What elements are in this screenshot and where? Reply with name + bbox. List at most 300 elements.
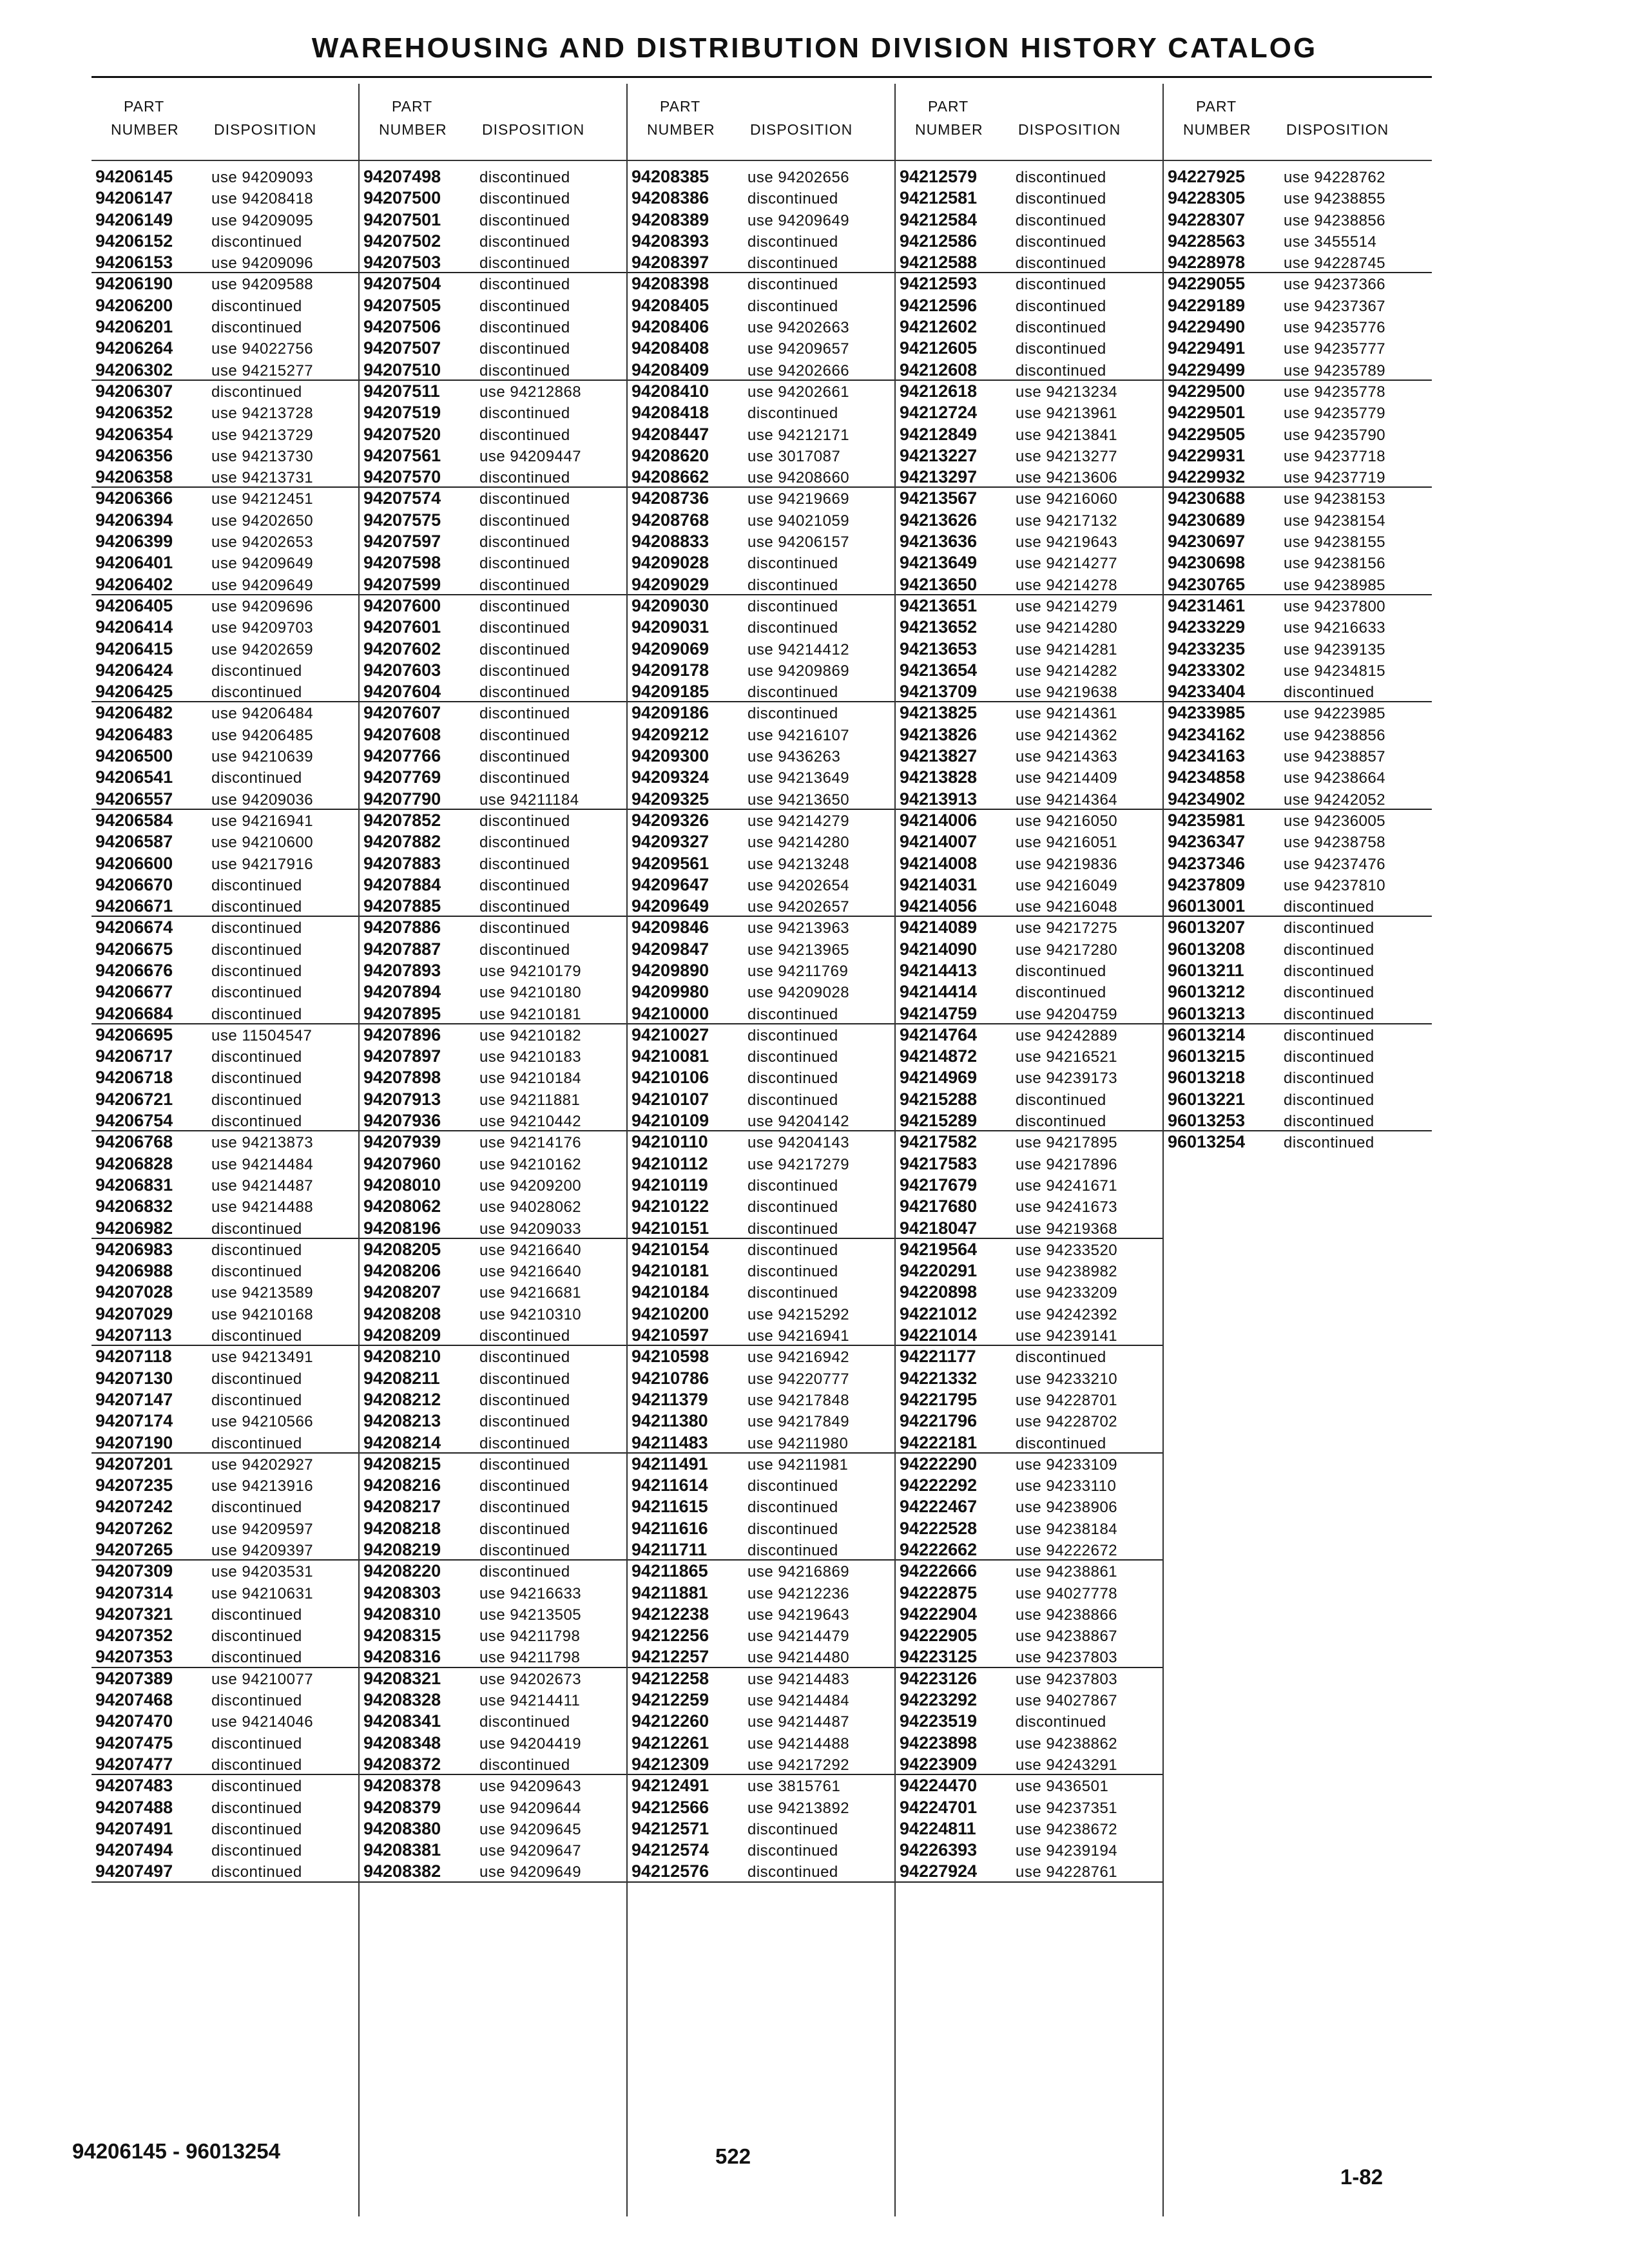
disposition: discontinued (747, 1026, 838, 1044)
disposition: discontinued (211, 1005, 302, 1023)
disposition: use 94238672 (1016, 1820, 1118, 1838)
header-disposition: DISPOSITION (214, 121, 317, 138)
catalog-row (92, 681, 358, 702)
catalog-row (628, 381, 894, 402)
part-number: 94210106 (631, 1068, 709, 1088)
header-part: PART (660, 98, 701, 115)
disposition: discontinued (479, 812, 570, 830)
part-number: 94208662 (631, 467, 709, 487)
part-number: 94237346 (1168, 853, 1246, 873)
disposition: discontinued (747, 555, 838, 573)
part-number: 94230688 (1168, 488, 1246, 508)
catalog-row (360, 1131, 626, 1153)
catalog-row (896, 595, 1162, 617)
part-number: 94208379 (363, 1797, 441, 1817)
part-number: 94213828 (900, 767, 978, 787)
part-number: 94207491 (95, 1818, 173, 1838)
disposition: use 94216640 (479, 1241, 582, 1259)
catalog-row (1164, 853, 1432, 874)
disposition: use 94216048 (1016, 898, 1118, 916)
disposition: use 94219643 (747, 1606, 850, 1624)
catalog-row (92, 360, 358, 381)
part-number: 94209212 (631, 724, 709, 744)
part-number: 94207470 (95, 1711, 173, 1731)
disposition: use 94209036 (211, 791, 314, 809)
disposition: use 94216869 (747, 1563, 850, 1581)
catalog-row (896, 552, 1162, 573)
part-number: 94207519 (363, 403, 441, 423)
disposition: discontinued (747, 1863, 838, 1881)
disposition: discontinued (211, 1606, 302, 1624)
part-number: 94223909 (900, 1754, 978, 1774)
part-number: 94208447 (631, 424, 709, 444)
disposition: use 94212171 (747, 426, 850, 444)
part-number: 94207321 (95, 1604, 173, 1624)
disposition: discontinued (1016, 169, 1106, 186)
disposition: use 94234815 (1284, 662, 1386, 680)
catalog-row (896, 1239, 1162, 1260)
catalog-row (896, 960, 1162, 981)
part-number: 94206717 (95, 1046, 173, 1066)
disposition: discontinued (479, 597, 570, 615)
part-number: 94213626 (900, 510, 978, 530)
catalog-row (360, 252, 626, 273)
part-number: 94209185 (631, 682, 709, 702)
disposition: discontinued (211, 876, 302, 894)
disposition: use 94238985 (1284, 576, 1386, 594)
part-number: 94212584 (900, 209, 978, 229)
disposition: use 94237476 (1284, 855, 1386, 873)
part-number: 94206414 (95, 617, 173, 637)
column-header (360, 84, 626, 161)
disposition: discontinued (479, 490, 570, 508)
catalog-row (896, 1475, 1162, 1496)
disposition: use 94021059 (747, 512, 850, 530)
disposition: use 94203531 (211, 1563, 314, 1581)
catalog-row (92, 187, 358, 209)
part-number: 94229505 (1168, 424, 1246, 444)
part-number: 94207309 (95, 1561, 173, 1581)
part-number: 96013001 (1168, 896, 1246, 916)
part-number: 94206671 (95, 896, 173, 916)
disposition: discontinued (747, 1842, 838, 1860)
disposition: use 94219836 (1016, 855, 1118, 873)
part-number: 94207029 (95, 1303, 173, 1323)
catalog-row (360, 1282, 626, 1303)
header-part: PART (392, 98, 433, 115)
part-number: 94233404 (1168, 682, 1246, 702)
disposition: use 94211798 (479, 1649, 581, 1667)
part-number: 94210154 (631, 1239, 709, 1259)
catalog-row (896, 316, 1162, 338)
part-number: 94207570 (363, 467, 441, 487)
footer-range: 94206145 - 96013254 (72, 2139, 280, 2163)
disposition: use 94214281 (1016, 640, 1118, 658)
disposition: use 94233110 (1016, 1477, 1117, 1495)
part-number: 94213652 (900, 617, 978, 637)
disposition: use 94214484 (747, 1692, 850, 1710)
disposition: discontinued (1284, 684, 1374, 702)
catalog-row (92, 810, 358, 831)
catalog-row (896, 1754, 1162, 1775)
catalog-row (92, 1325, 358, 1346)
catalog-row (1164, 745, 1432, 767)
catalog-row (628, 1496, 894, 1517)
part-number: 94206721 (95, 1089, 173, 1109)
catalog-row (360, 1303, 626, 1325)
catalog-row (896, 252, 1162, 273)
disposition: discontinued (479, 726, 570, 744)
catalog-row (896, 831, 1162, 852)
disposition: use 94217895 (1016, 1134, 1118, 1152)
catalog-row (628, 1625, 894, 1646)
disposition: discontinued (1016, 1434, 1106, 1452)
catalog-row (628, 1689, 894, 1711)
disposition: use 94211798 (479, 1628, 581, 1646)
catalog-row (896, 295, 1162, 316)
disposition: discontinued (1016, 962, 1106, 980)
catalog-row (92, 960, 358, 981)
disposition: use 94213606 (1016, 469, 1118, 487)
catalog-row (896, 1840, 1162, 1861)
part-number: 94213651 (900, 595, 978, 615)
part-number: 94206988 (95, 1261, 173, 1281)
part-number: 94210109 (631, 1111, 709, 1131)
catalog-row (360, 166, 626, 187)
part-number: 94207598 (363, 553, 441, 573)
catalog-row (628, 1432, 894, 1454)
part-number: 94210081 (631, 1046, 709, 1066)
catalog-row (896, 510, 1162, 531)
catalog-row (1164, 639, 1432, 660)
part-number: 94212257 (631, 1647, 709, 1667)
disposition: discontinued (747, 297, 838, 315)
part-number: 94208209 (363, 1325, 441, 1345)
disposition: discontinued (747, 1048, 838, 1066)
disposition: use 94214480 (747, 1649, 850, 1667)
catalog-row (1164, 981, 1432, 1003)
part-number: 94207201 (95, 1454, 173, 1474)
part-number: 94223519 (900, 1711, 978, 1731)
part-number: 94213913 (900, 789, 978, 809)
disposition: use 94212451 (211, 490, 314, 508)
catalog-row (1164, 1024, 1432, 1046)
disposition: discontinued (747, 1070, 838, 1088)
disposition: discontinued (211, 1735, 302, 1753)
disposition: use 94235777 (1284, 340, 1386, 358)
disposition: use 94235790 (1284, 426, 1386, 444)
part-number: 94208217 (363, 1497, 441, 1517)
part-number: 94208381 (363, 1840, 441, 1860)
disposition: discontinued (211, 1820, 302, 1838)
catalog-row (628, 1303, 894, 1325)
catalog-row (1164, 381, 1432, 402)
disposition: use 94210168 (211, 1305, 314, 1323)
disposition: use 94210077 (211, 1670, 314, 1688)
catalog-row (896, 1668, 1162, 1689)
disposition: discontinued (1016, 340, 1106, 358)
part-number: 94206424 (95, 660, 173, 680)
catalog-row (628, 1646, 894, 1667)
disposition: use 94239194 (1016, 1842, 1118, 1860)
part-number: 96013207 (1168, 918, 1246, 937)
catalog-row (360, 316, 626, 338)
catalog-row (92, 1539, 358, 1561)
catalog-row (360, 295, 626, 316)
catalog-row (92, 1153, 358, 1175)
disposition: discontinued (1284, 1026, 1374, 1044)
catalog-row (896, 681, 1162, 702)
part-number: 94207468 (95, 1690, 173, 1710)
disposition: use 94209028 (747, 984, 850, 1002)
disposition: use 94213841 (1016, 426, 1118, 444)
part-number: 94214872 (900, 1046, 978, 1066)
disposition: discontinued (211, 1220, 302, 1238)
part-number: 94235981 (1168, 810, 1246, 830)
disposition: use 94238184 (1016, 1520, 1118, 1538)
catalog-row (360, 552, 626, 573)
catalog-row (1164, 810, 1432, 831)
disposition: discontinued (747, 1499, 838, 1517)
disposition: use 94209649 (211, 555, 314, 573)
disposition: use 94214483 (747, 1670, 850, 1688)
disposition: use 94241671 (1016, 1177, 1118, 1195)
disposition: use 94208660 (747, 469, 850, 487)
catalog-row (1164, 338, 1432, 359)
part-number: 94209890 (631, 960, 709, 980)
catalog-row (92, 1089, 358, 1110)
catalog-row (1164, 1131, 1432, 1153)
disposition: discontinued (479, 619, 570, 637)
catalog-row (92, 1475, 358, 1496)
disposition: use 94238856 (1284, 726, 1386, 744)
part-number: 94206190 (95, 274, 173, 294)
part-number: 94210122 (631, 1196, 709, 1216)
part-number: 94214006 (900, 810, 978, 830)
part-number: 94237809 (1168, 874, 1246, 894)
catalog-row (92, 316, 358, 338)
disposition: use 94210631 (211, 1584, 314, 1602)
part-number: 94222290 (900, 1454, 978, 1474)
disposition: use 94213916 (211, 1477, 314, 1495)
catalog-row (896, 1861, 1162, 1882)
catalog-row (360, 1754, 626, 1775)
part-number: 94207895 (363, 1003, 441, 1023)
disposition: use 94239135 (1284, 640, 1386, 658)
disposition: discontinued (747, 1220, 838, 1238)
catalog-row (92, 595, 358, 617)
catalog-row (92, 166, 358, 187)
part-number: 94214031 (900, 874, 978, 894)
part-number: 94208208 (363, 1303, 441, 1323)
part-number: 94208833 (631, 532, 709, 552)
disposition: use 94236005 (1284, 812, 1386, 830)
catalog-row (628, 1067, 894, 1088)
part-number: 94208341 (363, 1711, 441, 1731)
part-number: 94208620 (631, 445, 709, 465)
part-number: 94210112 (631, 1153, 708, 1173)
disposition: discontinued (479, 1477, 570, 1495)
disposition: discontinued (479, 555, 570, 573)
disposition: use 94209649 (747, 211, 850, 229)
part-number: 94208382 (363, 1861, 441, 1881)
disposition: use 94027867 (1016, 1692, 1118, 1710)
catalog-row (628, 488, 894, 509)
part-number: 94229500 (1168, 381, 1246, 401)
part-number: 94207886 (363, 918, 441, 937)
disposition: use 94214487 (747, 1713, 850, 1731)
disposition: discontinued (211, 984, 302, 1002)
catalog-row (628, 338, 894, 359)
part-number: 94207599 (363, 574, 441, 594)
disposition: use 94202663 (747, 319, 850, 337)
catalog-row (628, 316, 894, 338)
disposition: use 94239173 (1016, 1070, 1118, 1088)
disposition: use 94217292 (747, 1756, 850, 1774)
part-number: 94218047 (900, 1218, 978, 1238)
disposition: use 94238855 (1284, 190, 1386, 208)
disposition: discontinued (211, 1628, 302, 1646)
column-header (1164, 84, 1432, 161)
part-number: 94206352 (95, 403, 173, 423)
part-number: 94220291 (900, 1261, 978, 1281)
catalog-row (360, 574, 626, 595)
part-number: 94206425 (95, 682, 173, 702)
disposition: discontinued (747, 255, 838, 273)
catalog-row (896, 1496, 1162, 1517)
catalog-row (92, 424, 358, 445)
part-number: 94207574 (363, 488, 441, 508)
disposition: discontinued (747, 619, 838, 637)
part-number: 94212571 (631, 1818, 709, 1838)
catalog-row (360, 1346, 626, 1367)
part-number: 94222467 (900, 1497, 978, 1517)
catalog-row (92, 1303, 358, 1325)
part-number: 94214413 (900, 960, 978, 980)
catalog-row (360, 1368, 626, 1389)
catalog-row (360, 831, 626, 852)
catalog-row (92, 466, 358, 488)
disposition: use 94214279 (1016, 597, 1118, 615)
disposition: use 94213963 (747, 919, 850, 937)
catalog-row (92, 1282, 358, 1303)
disposition: use 94228701 (1016, 1391, 1118, 1409)
part-number: 94234163 (1168, 746, 1246, 766)
part-number: 94208213 (363, 1411, 441, 1431)
catalog-row (360, 381, 626, 402)
disposition: discontinued (479, 340, 570, 358)
part-number: 96013213 (1168, 1003, 1246, 1023)
disposition: discontinued (747, 190, 838, 208)
disposition: discontinued (211, 297, 302, 315)
part-number: 94209847 (631, 939, 709, 959)
part-number: 94228307 (1168, 209, 1246, 229)
part-number: 96013214 (1168, 1024, 1246, 1044)
disposition: use 94237351 (1016, 1799, 1118, 1817)
disposition: use 94214363 (1016, 748, 1118, 766)
catalog-row (360, 917, 626, 938)
disposition: use 94214282 (1016, 662, 1118, 680)
disposition: discontinued (1284, 898, 1374, 916)
part-number: 94207174 (95, 1411, 173, 1431)
disposition: use 94213728 (211, 405, 314, 423)
disposition: discontinued (211, 1391, 302, 1409)
part-number: 94206718 (95, 1068, 173, 1088)
catalog-row (360, 681, 626, 702)
catalog-row (92, 552, 358, 573)
catalog-row (896, 1196, 1162, 1217)
disposition: discontinued (747, 1241, 838, 1259)
part-number: 94208386 (631, 188, 709, 208)
part-number: 94213827 (900, 746, 978, 766)
part-number: 94209649 (631, 896, 709, 916)
catalog-row (896, 1539, 1162, 1561)
part-number: 94206482 (95, 703, 173, 723)
catalog-row (896, 1561, 1162, 1582)
part-number: 94213653 (900, 639, 978, 658)
catalog-row (92, 1840, 358, 1861)
catalog-row (1164, 488, 1432, 509)
catalog-column (1164, 84, 1432, 2216)
catalog-row (628, 1131, 894, 1153)
disposition: discontinued (211, 1370, 302, 1388)
part-number: 94207893 (363, 960, 441, 980)
disposition: use 94204143 (747, 1134, 850, 1152)
disposition: discontinued (479, 405, 570, 423)
disposition: use 94235778 (1284, 383, 1386, 401)
catalog-row (360, 939, 626, 960)
catalog-row (896, 810, 1162, 831)
part-number: 94206557 (95, 789, 173, 809)
part-number: 94212260 (631, 1711, 709, 1731)
disposition: discontinued (1016, 1349, 1106, 1367)
part-number: 94213825 (900, 703, 978, 723)
catalog-row (92, 1239, 358, 1260)
part-number: 94207118 (95, 1347, 172, 1367)
part-number: 94207113 (95, 1325, 172, 1345)
catalog-row (92, 1711, 358, 1732)
disposition: discontinued (211, 962, 302, 980)
part-number: 94230697 (1168, 532, 1246, 552)
part-number: 94228305 (1168, 188, 1246, 208)
disposition: discontinued (479, 769, 570, 787)
catalog-column (92, 84, 360, 2216)
disposition: discontinued (479, 919, 570, 937)
disposition: discontinued (479, 319, 570, 337)
disposition: use 94209093 (211, 169, 314, 186)
disposition: use 11504547 (211, 1026, 313, 1044)
catalog-row (896, 531, 1162, 552)
part-number: 94207885 (363, 896, 441, 916)
part-number: 94212618 (900, 381, 978, 401)
part-number: 94212849 (900, 424, 978, 444)
catalog-row (1164, 402, 1432, 423)
part-number: 94214007 (900, 832, 978, 852)
part-number: 94207265 (95, 1540, 173, 1559)
disposition: discontinued (479, 684, 570, 702)
disposition: use 94211980 (747, 1434, 849, 1452)
part-number: 94208205 (363, 1239, 441, 1259)
disposition: use 94214280 (1016, 619, 1118, 637)
part-number: 94208212 (363, 1389, 441, 1409)
part-number: 94212593 (900, 274, 978, 294)
part-number: 94206768 (95, 1132, 173, 1152)
disposition: discontinued (1016, 319, 1106, 337)
catalog-row (628, 1818, 894, 1840)
catalog-row (896, 639, 1162, 660)
disposition: use 94214479 (747, 1628, 850, 1646)
catalog-row (896, 745, 1162, 767)
